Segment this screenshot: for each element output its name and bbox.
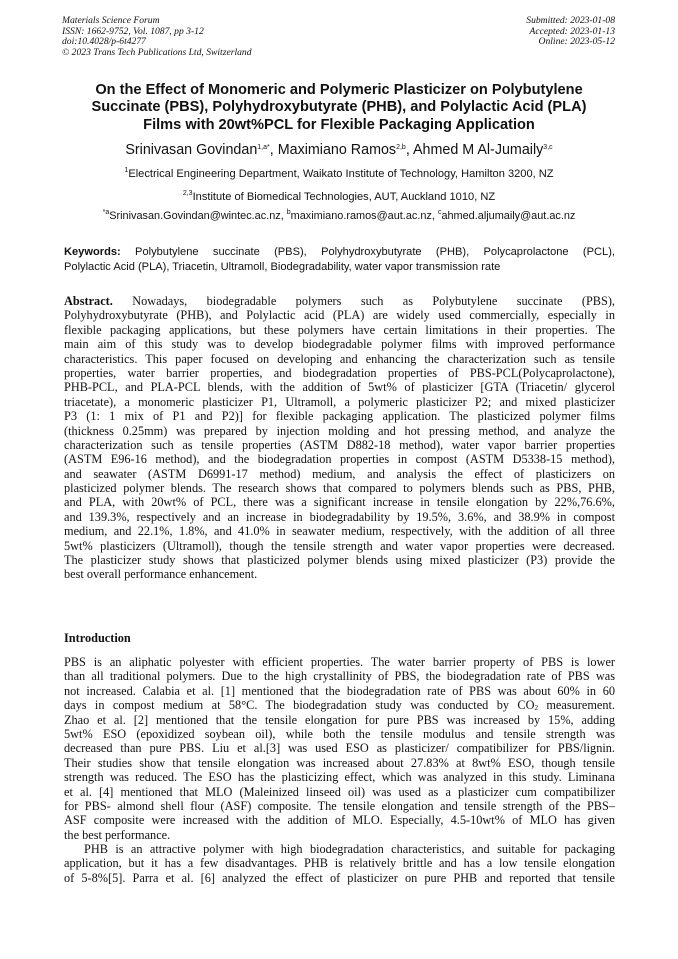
abstract-line: triacetate), a monomeric plasticizer P1, Ultramoll, a polymeric plasticizer P2; and mixed plasticizer <box>64 394 615 409</box>
title-line: Succinate (PBS), Polyhydroxybutyrate (PHB), and Polylactic Acid (PLA) <box>91 99 587 116</box>
keywords-section <box>64 245 615 274</box>
body-line: Their studies show that tensile elongation was increased about 27.83% at 8wt% ESO, though tensile <box>64 755 615 770</box>
body-line: the best performance. <box>64 827 171 842</box>
affiliation-text: Institute of Biomedical Technologies, AUT, Auckland 1010, NZ <box>192 191 496 203</box>
author-list: Srinivasan Govindan$^{1,a*}$, Maximiano Ramos$^{2,b}$, Ahmed M Al-Jumaily$^{3,c}$ <box>125 142 553 158</box>
body-line <box>64 698 615 712</box>
body-line: et al. [4] mentioned that MLO (Maleinized linseed oil) was used as a plasticizer cum compatibilizer <box>64 784 615 799</box>
abstract-line <box>64 294 615 308</box>
email-sup: c <box>437 209 442 216</box>
author-sup: 3,c <box>543 144 553 151</box>
title-line: On the Effect of Monomeric and Polymeric Plasticizer on Polybutylene <box>95 82 583 98</box>
abstract-line: (thickness 0.25mm) was prepared by injection molding and hot pressing method, and analyze the <box>64 423 615 438</box>
abstract-line: characteristics. This paper focused on developing and enhancing the characterization such as tensile <box>64 351 615 366</box>
affiliation <box>30 168 648 180</box>
abstract-line: best overall performance enhancement. <box>64 567 258 582</box>
body-line: 5wt% ESO (epoxidized soybean oil), while both the tensile modulus and tensile strength was <box>64 726 615 741</box>
abstract-text: Nowadays, biodegradable polymers such as Polybutylene succinate (PBS), <box>132 294 615 308</box>
body-line: of 5-8%[5]. Parra et al. [6] analyzed the effect of plasticizer on pure PHB and reported that tensile <box>64 870 615 885</box>
email-sup: *a <box>102 209 110 216</box>
abstract-line: (ASTM E96-16 method), and the biodegradation properties in compost (ASTM D5338-15 method), <box>64 452 615 467</box>
abstract-line: flexible packaging applications, but these polymers have certain limitations in their properties. The <box>64 322 615 337</box>
author-sup: 2,b <box>396 144 406 151</box>
abstract-line: PHB-PCL, and PLA-PCL blends, with the addition of 5wt% of plasticizer [GTA (Triacetin/ glycerol <box>64 380 615 395</box>
co2-subscript: 2 <box>534 704 538 713</box>
submitted-date: Submitted: 2023-01-08 <box>526 15 615 26</box>
abstract-line: main aim of this study was to develop biodegradable polymer films with improved performance <box>64 337 615 352</box>
body-line: Zhao et al. [2] mentioned that the tensile elongation for pure PBS was increased by 15%, adding <box>64 712 615 727</box>
body-text: measurement. <box>537 698 615 713</box>
body-line: PBS is an aliphatic polyester with efficient properties. The water barrier property of PBS is lower <box>64 655 615 669</box>
affiliation-sup: 2,3 <box>182 190 193 197</box>
body-line: ASF composite were increased with the addition of MLO. Especially, 4.5-10wt% of MLO has given <box>64 813 615 828</box>
abstract-line: and seawater (ASTM D6991-17 method) medium, and analysis the effect of plasticizers on <box>64 466 615 481</box>
body-line: application, but it has a few disadvantages. PHB is relatively brittle and has a low tensile elongation <box>64 856 615 871</box>
email-address[interactable]: Srinivasan.Govindan@wintec.ac.nz <box>109 210 281 222</box>
body-line: decreased than pure PBS. Liu et al.[3] was used ESO as plasticizer/ compatibilizer for PBS/lignin. <box>64 741 615 756</box>
author-name: Ahmed M Al-Jumaily <box>412 142 544 158</box>
abstract <box>64 294 615 582</box>
keywords-line <box>64 245 615 260</box>
abstract-line: plasticized polymer blends. The research shows that compared to polymers blends such as PBS, PHB, <box>64 481 615 496</box>
abstract-line: The plasticizer study shows that plasticized polymer blends using mixed plasticizer (P3) provide the <box>64 553 615 568</box>
keywords-line: Polylactic Acid (PLA), Triacetin, Ultramoll, Biodegradability, water vapor transmission rate <box>64 260 501 273</box>
email-address[interactable]: maximiano.ramos@aut.ac.nz <box>290 210 432 222</box>
author-name: Maximiano Ramos <box>277 142 397 158</box>
abstract-line: properties, water barrier properties, and biodegradation properties of PBS-PCL(Polycaprolactone), <box>64 365 615 380</box>
keywords-label: Keywords: <box>64 246 121 258</box>
body-line: than all traditional polymers. Due to the high crystallinity of PBS, the biodegradation rate of PBS was <box>64 669 615 684</box>
abstract-line: and PLA, with 20wt% of PCL, there was a significant increase in tensile elongation by 22%,76.6%, <box>64 495 615 510</box>
abstract-line: 5wt% plasticizers (Ultramoll), though the tensile strength and water vapor properties were decreased. <box>64 538 615 553</box>
section-heading: Introduction <box>64 631 131 645</box>
body-text: days in compost medium at 58°C. The biodegradation study was conducted by CO <box>64 698 535 713</box>
journal-name: Materials Science Forum <box>62 15 160 26</box>
email-list: $^{*a}$Srinivasan.Govindan@wintec.ac.nz, $^b$maximiano.ramos@aut.ac.nz, $^c$ahmed.aljumaily@aut.ac.nz <box>102 209 576 222</box>
body-line: strength was reduced. The ESO has the plasticizing effect, which was analyzed in this study. Liminana <box>64 770 615 785</box>
affiliation-text: Electrical Engineering Department, Waikato Institute of Technology, Hamilton 3200, NZ <box>128 168 554 180</box>
online-date: Online: 2023-05-12 <box>538 36 615 48</box>
abstract-line: and 139.3%, respectively and an increase in biodegradability by 19.5%, 3.6%, and 38.9% in compost <box>64 509 615 524</box>
dates-info <box>526 16 615 48</box>
email-sup: b <box>286 209 291 216</box>
intro-paragraph <box>64 655 615 885</box>
doi-line: doi:10.4028/p-6t4277 <box>62 36 146 48</box>
abstract-line: medium, and 22.1%, 1.8%, and 41.0% in seawater medium, respectively, with the addition of all three <box>64 524 615 539</box>
email-address[interactable]: ahmed.aljumaily@aut.ac.nz <box>441 210 576 222</box>
abstract-line: characterization such as tensile properties (ASTM D882-18 method), water vapor barrier properties <box>64 437 615 452</box>
abstract-line: Polyhydroxybutyrate (PHB), and Polylactic acid (PLA) are widely used commercially, especially in <box>64 308 615 323</box>
journal-info <box>62 16 252 58</box>
keywords-text: Polybutylene succinate (PBS), Polyhydroxybutyrate (PHB), Polycaprolactone (PCL), <box>135 246 615 258</box>
author-sup: 1,a* <box>257 144 270 151</box>
abstract-line: P3 (1: 1 mix of P1 and P2)] for flexible packaging application. The plasticized polymer films <box>64 409 615 424</box>
title-line: Films with 20wt%PCL for Flexible Packaging Application <box>143 116 535 133</box>
abstract-label: Abstract. <box>64 294 113 308</box>
paper-title <box>40 82 638 134</box>
issn-line: ISSN: 1662-9752, Vol. 1087, pp 3-12 <box>62 25 204 37</box>
affiliation <box>30 191 648 203</box>
body-line: for PBS- almond shell flour (ASF) composite. The tensile elongation and tensile strength of the PBS– <box>64 798 615 813</box>
author-name: Srinivasan Govindan <box>125 142 258 158</box>
accepted-date: Accepted: 2023-01-13 <box>529 25 615 37</box>
body-line: PHB is an attractive polymer with high biodegradation characteristics, and suitable for packaging <box>84 842 615 857</box>
affiliation-sup: 1 <box>124 167 129 174</box>
body-line: not increased. Calabia et al. [1] mentioned that the biodegradation rate of PBS was about 60% in 60 <box>64 683 615 698</box>
copyright-line: © 2023 Trans Tech Publications Ltd, Switzerland <box>62 46 252 58</box>
